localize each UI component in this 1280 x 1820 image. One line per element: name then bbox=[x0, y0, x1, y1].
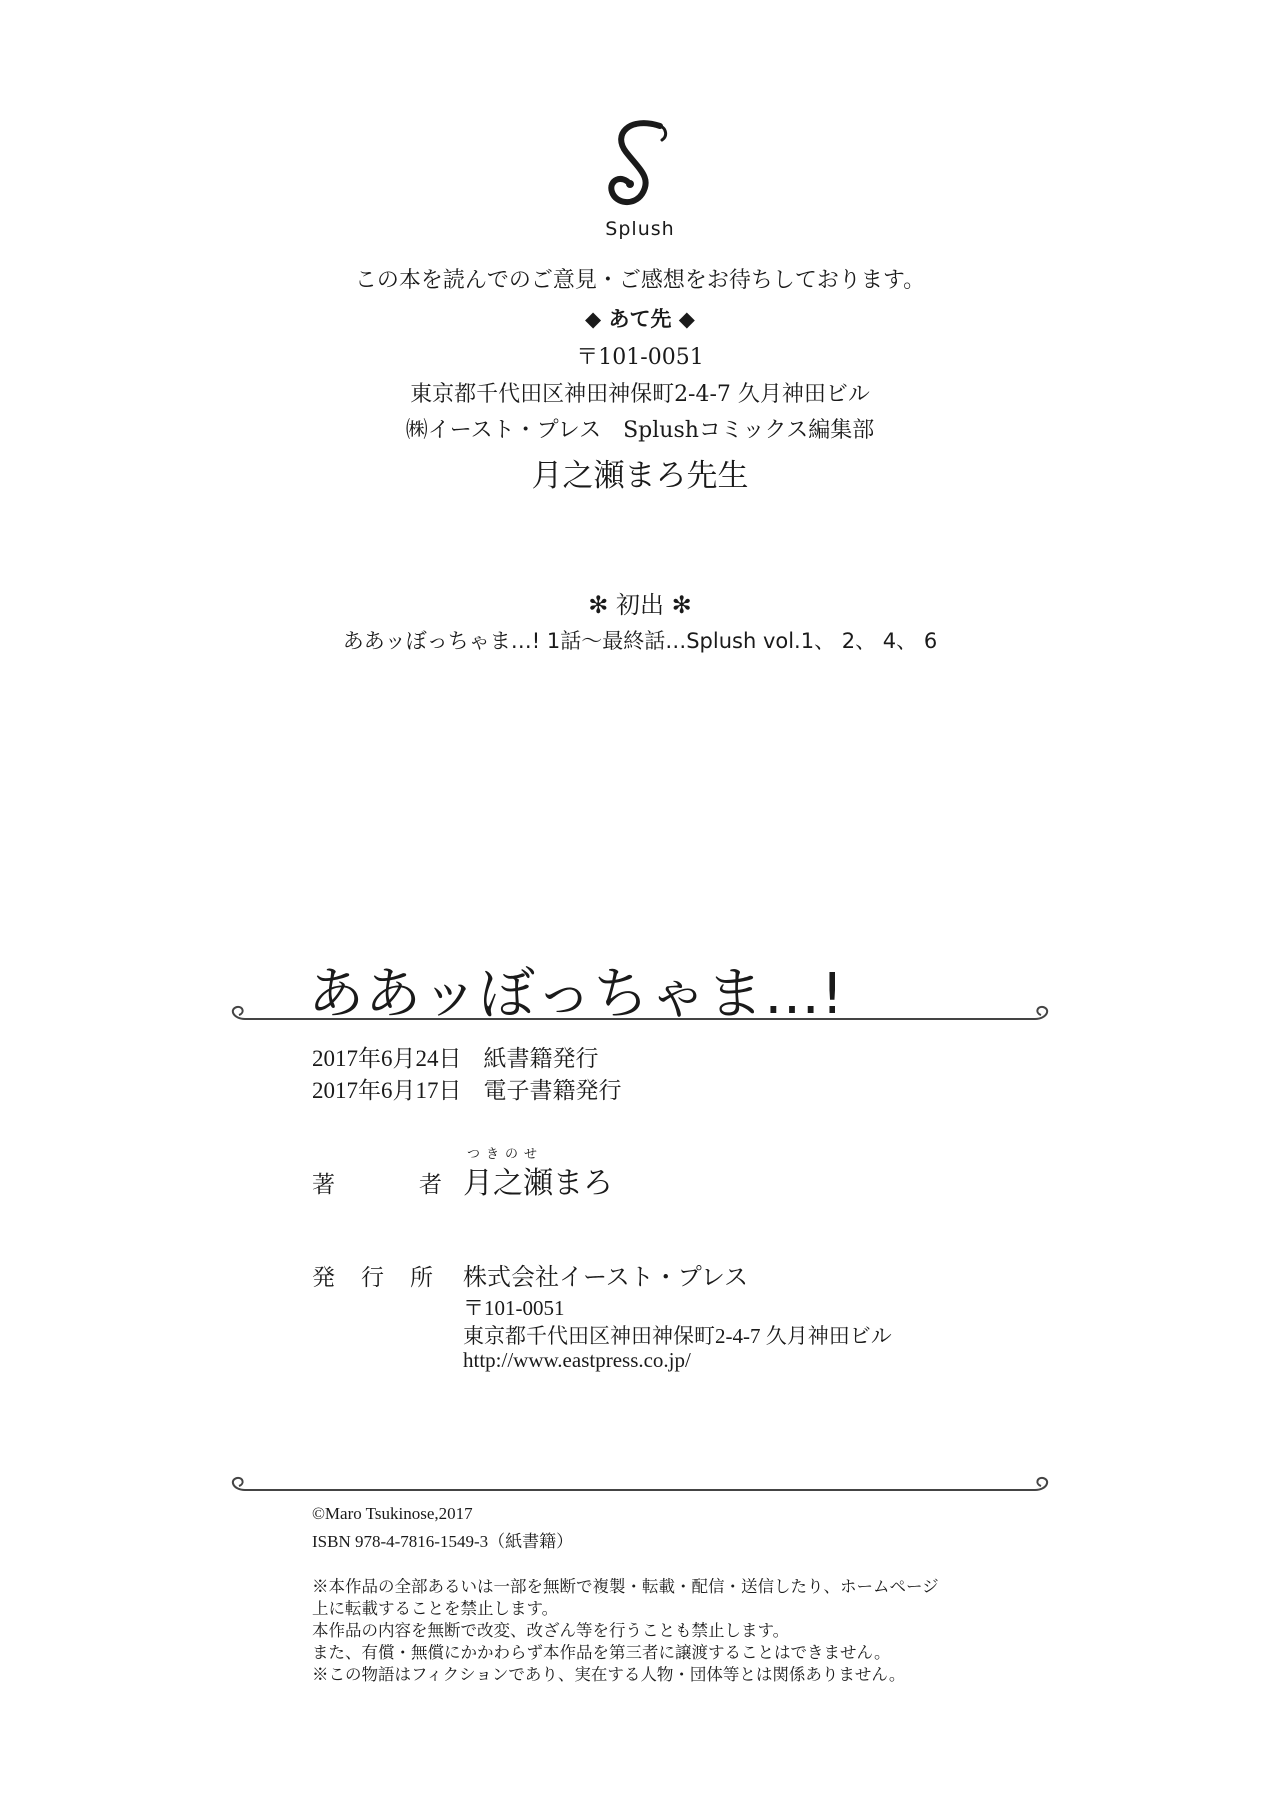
publisher-name: 株式会社イースト・プレス bbox=[463, 1263, 749, 1291]
book-title: ああッぼっちゃま…! bbox=[308, 962, 845, 1027]
publisher-label bbox=[312, 1259, 433, 1292]
isbn: ISBN 978-4-7816-1549-3（紙書籍） bbox=[312, 1532, 574, 1551]
publisher-address: 東京都千代田区神田神保町2-4-7 久月神田ビル bbox=[463, 1324, 892, 1348]
author-label-char: 著 bbox=[312, 1172, 335, 1198]
publisher-label-char: 行 bbox=[361, 1265, 384, 1291]
publisher-label-char: 所 bbox=[410, 1265, 433, 1291]
first-publication-detail: ああッぼっちゃま…! 1話〜最終話…Splush vol.1、 2、 4、 6 bbox=[342, 629, 938, 653]
first-publication-heading: ✻ 初出 ✻ bbox=[588, 591, 692, 619]
mailing-address: 東京都千代田区神田神保町2-4-7 久月神田ビル bbox=[410, 382, 870, 407]
legal-notice: 上に転載することを禁止します。 bbox=[312, 1599, 559, 1618]
legal-notice: ※この物語はフィクションであり、実在する人物・団体等とは関係ありません。 bbox=[312, 1665, 906, 1684]
publisher-label-char: 発 bbox=[312, 1265, 335, 1291]
copyright: ©Maro Tsukinose,2017 bbox=[312, 1504, 473, 1523]
author-label-char: 者 bbox=[419, 1172, 442, 1198]
legal-notice: 本作品の内容を無断で改変、改ざん等を行うことも禁止します。 bbox=[312, 1621, 790, 1640]
author-label bbox=[312, 1166, 442, 1199]
legal-notice: ※本作品の全部あるいは一部を無断で複製・転載・配信・送信したり、ホームページ bbox=[312, 1577, 939, 1596]
script-s-logo-icon bbox=[590, 112, 690, 212]
ornamental-rule bbox=[225, 1003, 1055, 1027]
print-date: 2017年6月24日 bbox=[312, 1046, 462, 1071]
digital-date-row bbox=[312, 1072, 622, 1105]
ornamental-rule bbox=[225, 1474, 1055, 1498]
recipient-name: 月之瀬まろ先生 bbox=[531, 458, 749, 494]
postal-code: 〒101-0051 bbox=[576, 345, 704, 370]
digital-date-label: 電子書籍発行 bbox=[483, 1078, 622, 1103]
feedback-line: この本を読んでのご意見・ご感想をお待ちしております。 bbox=[354, 268, 926, 293]
publisher-postal: 〒101-0051 bbox=[463, 1296, 565, 1320]
editorial-department: ㈱イースト・プレス Splushコミックス編集部 bbox=[405, 418, 875, 443]
print-date-label: 紙書籍発行 bbox=[483, 1046, 599, 1071]
legal-notice: また、有償・無償にかかわらず本作品を第三者に譲渡することはできません。 bbox=[312, 1643, 891, 1662]
print-date-row bbox=[312, 1040, 599, 1073]
address-heading: ◆ あて先 ◆ bbox=[585, 306, 695, 331]
digital-date: 2017年6月17日 bbox=[312, 1078, 462, 1103]
logo-text: Splush bbox=[605, 218, 675, 240]
publisher-url: http://www.eastpress.co.jp/ bbox=[463, 1348, 691, 1372]
author-ruby: つきのせ bbox=[467, 1147, 544, 1162]
author-name: 月之瀬まろ bbox=[463, 1166, 613, 1201]
